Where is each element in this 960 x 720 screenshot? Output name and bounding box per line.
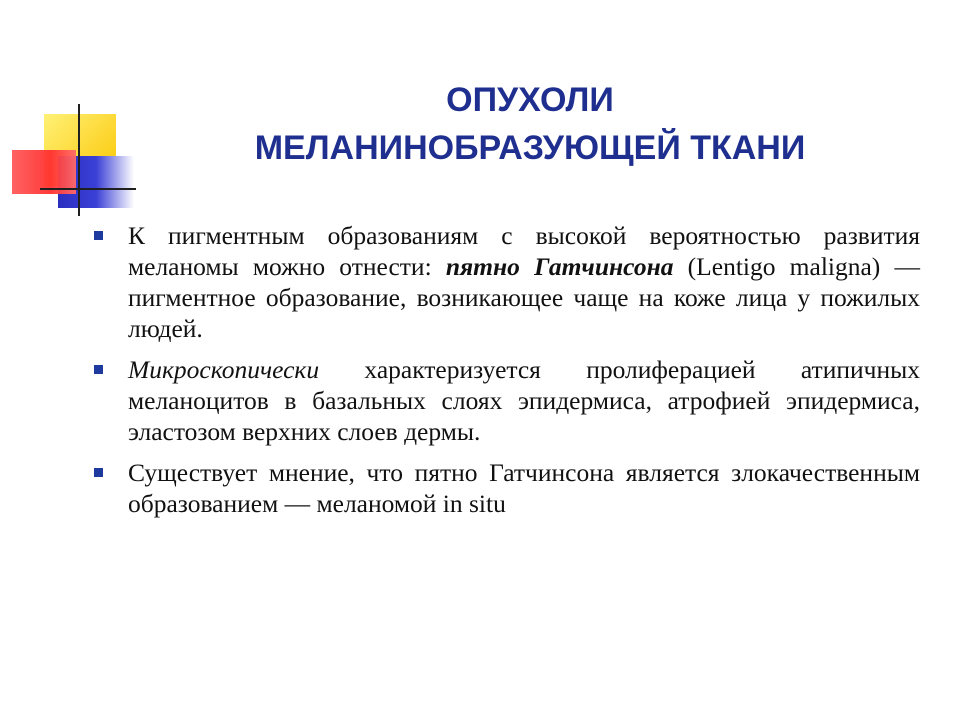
decorative-logo — [0, 0, 160, 230]
bullet-item-3 — [90, 457, 920, 519]
bullet-list — [90, 220, 920, 529]
horizontal-line — [40, 188, 136, 190]
square-bullet-icon — [94, 365, 103, 374]
bullet-emphasis: Микроскопически — [128, 355, 320, 384]
bullet-text — [128, 457, 920, 519]
bullet-item-2 — [90, 354, 920, 447]
slide-title — [140, 76, 920, 172]
bullet-text-part: Существует мнение, что пятно Гатчинсона является злокачественным образованием — меланомой in situ — [128, 458, 920, 518]
bullet-text-part: К пигментным образованиям с высокой вероятностью развития меланомы можно отнести: — [128, 221, 920, 281]
bullet-text-part: характеризуется пролиферацией атипичных меланоцитов в базальных слоях эпидермиса, атрофией эпидермиса, эластозом верхних слоев дермы. — [128, 355, 920, 446]
vertical-line — [78, 104, 80, 216]
title-line-2: МЕЛАНИНОБРАЗУЮЩЕЙ ТКАНИ — [254, 129, 806, 167]
bullet-text — [128, 354, 920, 447]
bullet-emphasis: пятно Гатчинсона — [445, 252, 674, 281]
square-bullet-icon — [94, 231, 103, 240]
bullet-item-1 — [90, 220, 920, 344]
square-bullet-icon — [94, 468, 103, 477]
bullet-text-part: (Lentigo maligna) — пигментное образование, возникающее чаще на коже лица у пожилых людей. — [128, 252, 920, 343]
bullet-text — [128, 220, 920, 344]
title-line-1: ОПУХОЛИ — [446, 81, 614, 119]
